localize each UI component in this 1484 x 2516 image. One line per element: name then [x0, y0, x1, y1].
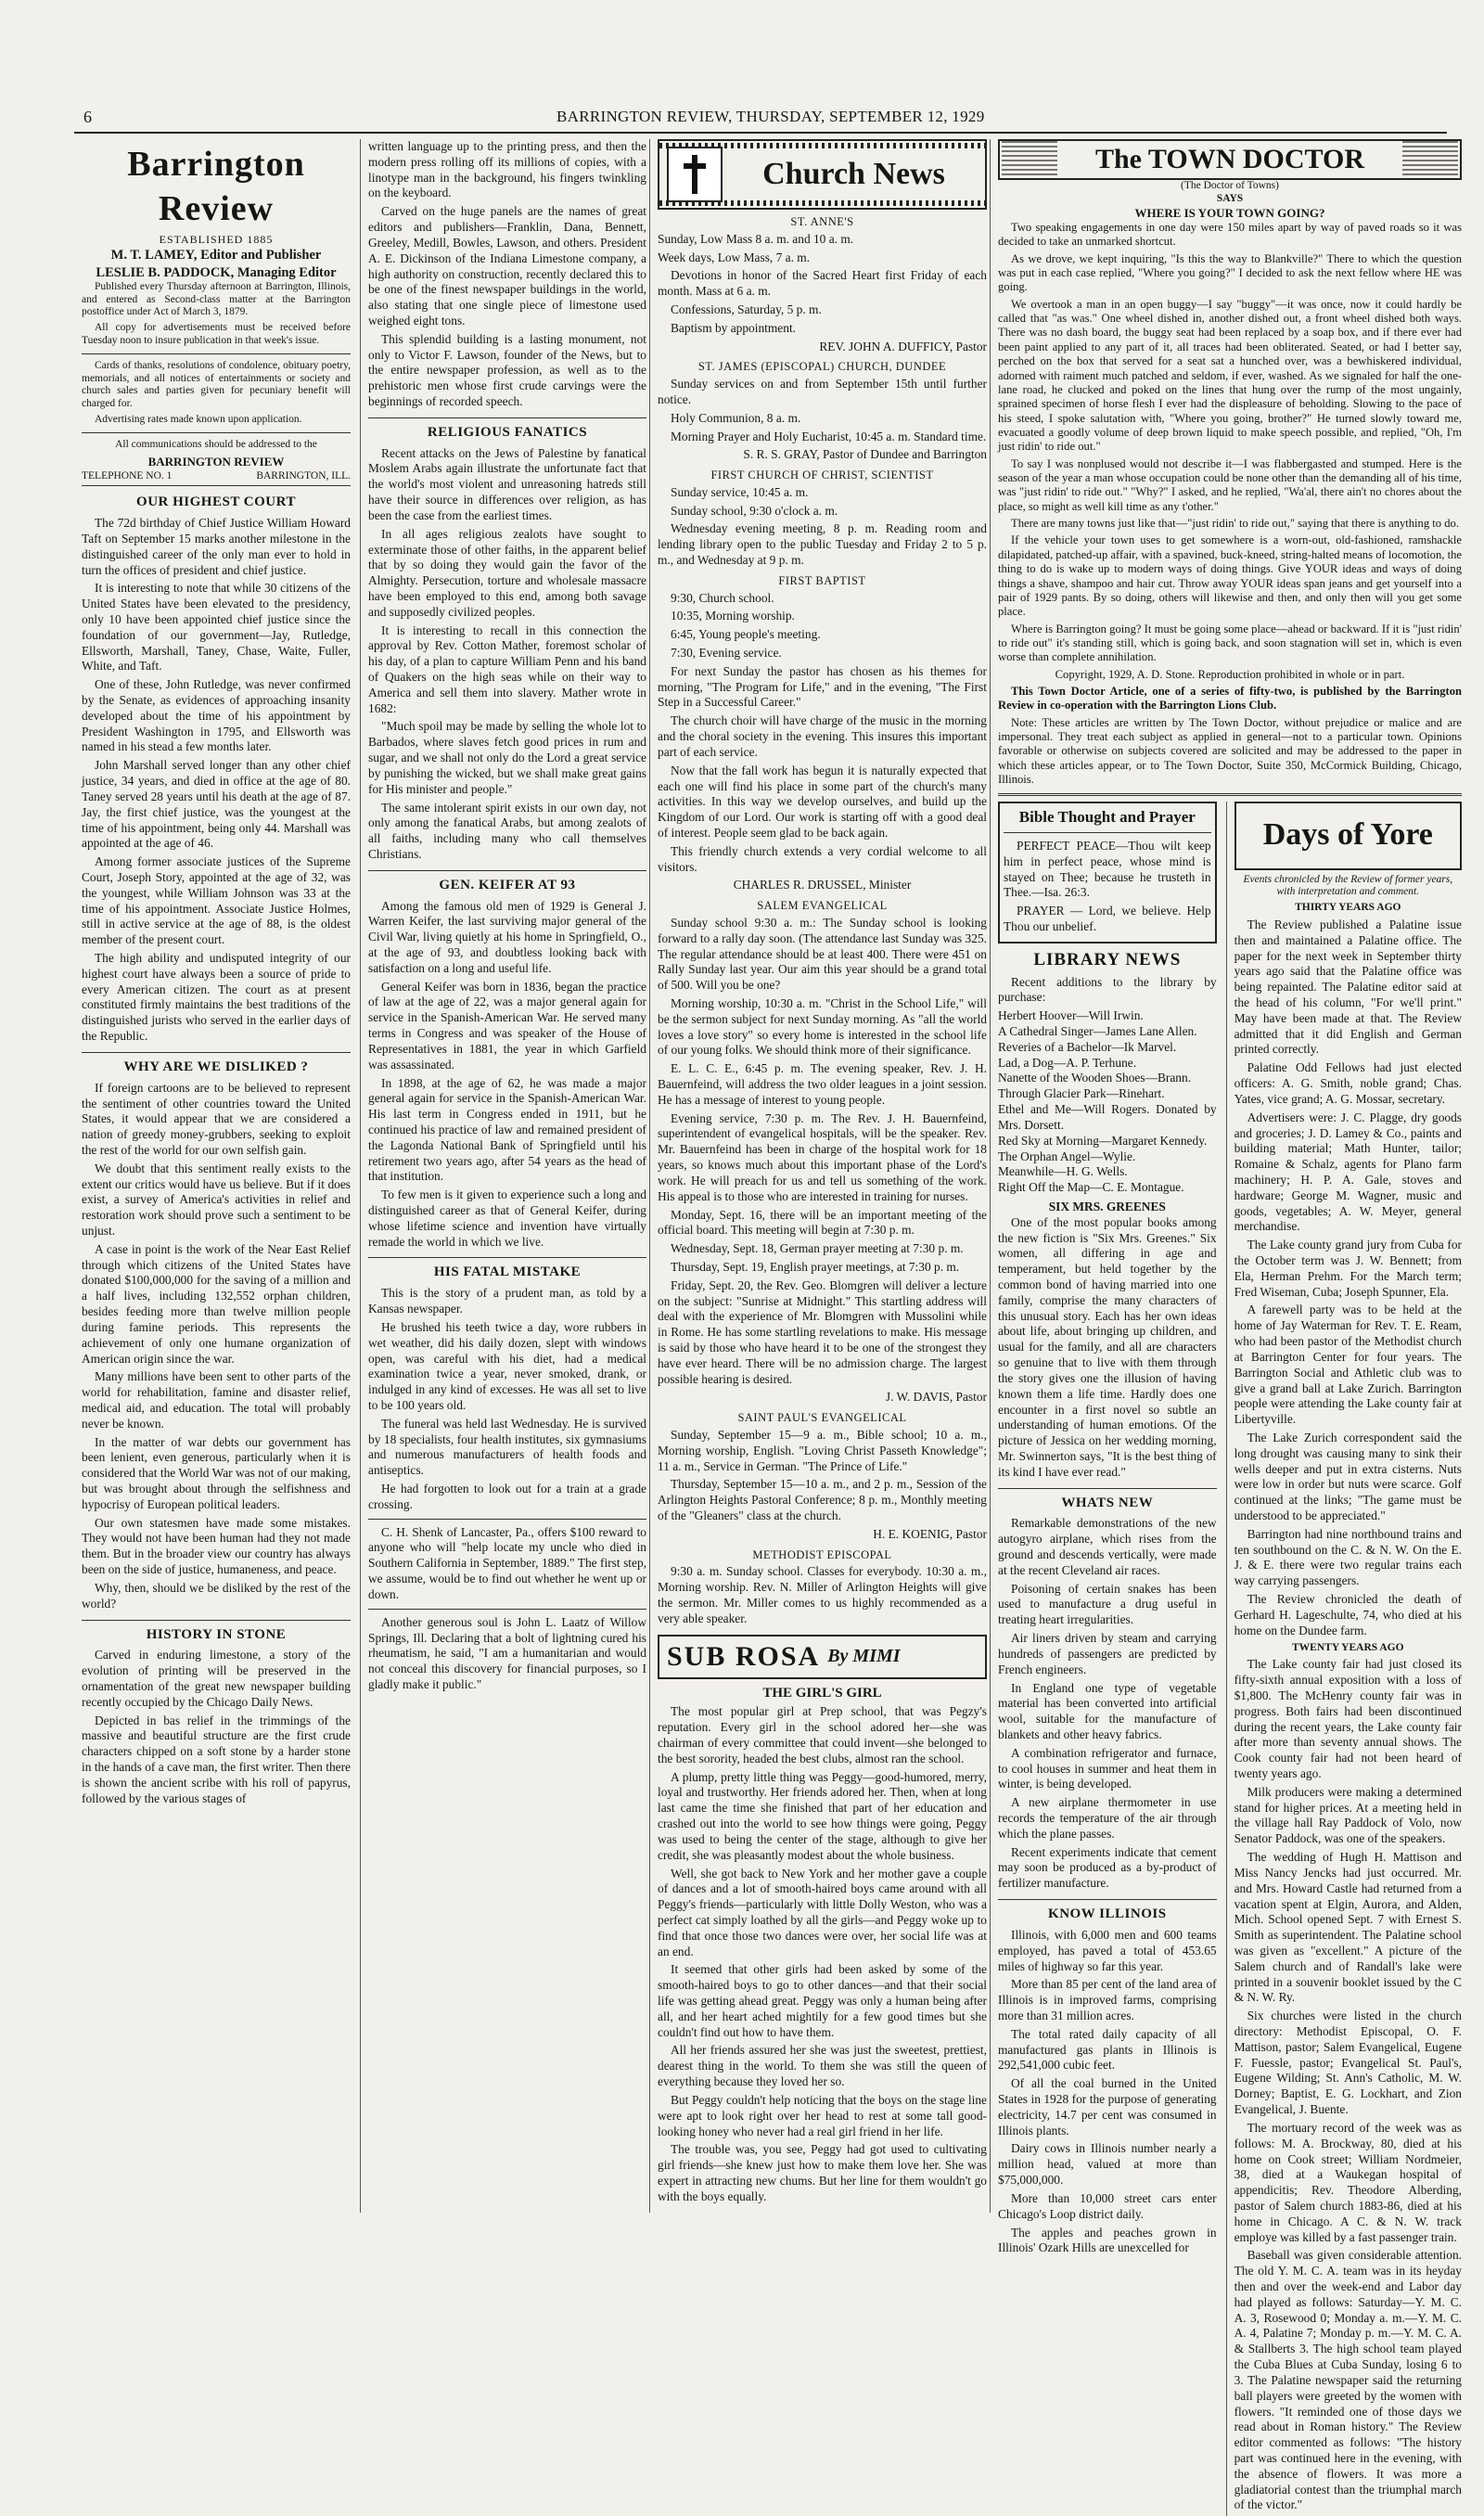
lower-right-column	[1226, 802, 1462, 2516]
service-line: Week days, Low Mass, 7 a. m.	[658, 250, 811, 264]
paragraph: Of all the coal burned in the United States in 1928 for the purpose of generating electricity, 14.7 per cent was consumed in Illinois plants.	[998, 2076, 1217, 2137]
church-name: ST. ANNE'S	[790, 215, 854, 228]
paragraph: In England one type of vegetable material has been converted into artificial wool, suitable for the manufacture of blankets and other heavy fabrics.	[998, 1680, 1217, 1741]
divider	[82, 353, 351, 354]
paragraph: Recent experiments indicate that cement may soon be produced as a by-product of fertilizer manufacture.	[998, 1844, 1217, 1891]
paragraph: Among the famous old men of 1929 is General J. Warren Keifer, the last surviving major general of the Civil War, living quietly at his home in Springfield, O., at the age of 93, and doubtless looking back with satisfaction on a long and useful life.	[368, 898, 646, 975]
paragraph: Note: These articles are written by The Town Doctor, without prejudice or malice and are impersonal. They treat each subject as applied in general—not to a particular town. Opinions favorable or otherwise on subjects covered are solicited and may be addressed to the paper in which these articles appear, or to The Town Doctor, Suite 350, McCormick Building, Chicago, Illinois.	[998, 715, 1462, 787]
paragraph: Dairy cows in Illinois number nearly a million head, valued at more than $75,000,000.	[998, 2141, 1217, 2188]
paragraph: If the vehicle your town uses to get somewhere is a worn-out, old-fashioned, ramshackle dilapidated, patched-up affair, with a spavined, buck-kneed, string-halted means of locomotion, the thing to do is wake up to modern ways of doing things. Give YOUR ideas and ways of doing things a shave, shampoo and hair cut. Throw away YOUR ideas span jeans and get yourself into a pair of 1929 pants. By so doing, others will likewise and then, and only then will you get some place.	[998, 533, 1462, 619]
town-doctor-article	[998, 221, 1462, 788]
stone-article-continued	[368, 139, 646, 410]
church-name: SAINT PAUL'S EVANGELICAL	[737, 1411, 907, 1425]
paragraph: A farewell party was to be held at the home of Jay Waterman for Rev. T. E. Ream, who had been pastor of the Methodist church at Barrington Center for four years. The Barrington Social and Athletic club was to give a grand ball at Lake Zurich. Barrington people were attending the Lake county fair at Libertyville.	[1234, 1303, 1462, 1427]
copy-note: All copy for advertisements must be received before Tuesday noon to insure publication in that week's issue.	[82, 322, 351, 346]
days-of-yore-subtitle: Events chronicled by the Review of former years, with interpretation and comment.	[1243, 873, 1453, 898]
paragraph: Remarkable demonstrations of the new autogyro airplane, which rises from the ground and descends vertically, were made at the recent Cleveland air races.	[998, 1516, 1217, 1577]
paragraph: The Lake county grand jury from Cuba for the October term was J. W. Bennett; from Ela, Herman Prehm. For the March term; Fred Wiseman, Cuba; Joseph Spunner, Ela.	[1234, 1238, 1462, 1299]
ornament-border	[659, 143, 985, 148]
paragraph: C. H. Shenk of Lancaster, Pa., offers $100 reward to anyone who will "help locate my uncle who died in Southern California in September, 1889." The first step, we assume, would be to find out whether he went up or down.	[368, 1524, 646, 1601]
ornament-border	[1002, 139, 1057, 180]
church-entry	[658, 899, 987, 1406]
paragraph: Barrington had nine northbound trains and ten southbound on the C. & N. W. On the E. J. & E. there were two regular trains each way carrying passengers.	[1234, 1526, 1462, 1588]
paragraph: Another generous soul is John L. Laatz of Willow Springs, Ill. Declaring that a bolt of lightning cured his rheumatism, he said, "I am a humanitarian and would not conceal this discovery for financial purposes, so I gladly make it public."	[368, 1614, 646, 1691]
published-note: Published every Thursday afternoon at Barrington, Illinois, and entered as Second-class matter at the Barrington postoffice under Act of March 3, 1879.	[82, 280, 351, 318]
service-line: Sunday, Low Mass 8 a. m. and 10 a. m.	[658, 231, 854, 246]
service-line: Thursday, September 15—10 a. m., and 2 p. m., Session of the Arlington Heights Pastoral Conference; 8 p. m., Monthly meeting of the "Gleaners" class at the church.	[658, 1477, 987, 1522]
service-line: 6:45, Young people's meeting.	[671, 627, 821, 642]
paragraph: Advertisers were: J. C. Plagge, dry goods and groceries; J. D. Lamey & Co., paints and building material; Math Hunter, tailor; Romaine & Schalz, agents for Plano farm machinery; H. P. A. Gale, stoves and hardware; George M. Wagner, music and goods, vegetables; A. W. Meyer, general merchandise.	[1234, 1110, 1462, 1234]
paragraph: Six churches were listed in the church directory: Methodist Episcopal, O. F. Mattison, pastor; Salem Evangelical, Eugene F. Fuessle, pastor; Evangelical St. Paul's, Eugene Wilding; St. Ann's Catholic, M. W. Dorney; Baptist, E. G. Lockhart, and Zion Evangelical, J. Buente.	[1234, 2009, 1462, 2117]
paragraph: A combination refrigerator and furnace, to cool houses in summer and heat them in winter, is being developed.	[998, 1745, 1217, 1791]
twenty-years-title: TWENTY YEARS AGO	[1292, 1641, 1404, 1653]
service-line: Sunday, September 15—9 a. m., Bible school; 10 a. m., Morning worship, English. "Loving Christ Passeth Knowledge"; 11 a. m., Service in German. "The Prince of Life."	[658, 1427, 987, 1473]
paragraph: The Lake county fair had just closed its fifty-sixth annual exposition with a loss of $1,800. The McHenry county fair was in progress. Both fairs had been discontinued during the recent years, the Lake county fair after more than seventy annual shows. The Cook county fair had not been heard of twenty years ago.	[1234, 1657, 1462, 1780]
library-book-list	[998, 1008, 1217, 1196]
paragraph: The funeral was held last Wednesday. He is survived by 18 specialists, four health institutes, six gymnasiums and numerous manufacturers of health foods and antiseptics.	[368, 1416, 646, 1478]
service-line: Sunday service, 10:45 a. m.	[671, 484, 809, 499]
church-news-header	[658, 139, 987, 210]
church-entry	[658, 469, 987, 569]
service-line: 9:30, Church school.	[671, 590, 774, 605]
ornament-border	[1402, 139, 1458, 180]
divider	[82, 432, 351, 433]
pastor-line: J. W. DAVIS, Pastor	[885, 1390, 987, 1405]
dateline: BARRINGTON REVIEW, THURSDAY, SEPTEMBER 12, 1929	[556, 108, 985, 125]
city: BARRINGTON, ILL.	[256, 469, 351, 481]
church-entry	[658, 360, 987, 463]
greenes-title: SIX MRS. GREENES	[1048, 1199, 1166, 1213]
paragraph: Recent attacks on the Jews of Palestine by fanatical Moslem Arabs again illustrate the unfortunate fact that the world's most violent and unreasoning hatreds still have their source in differences over religion, as has been the case from the earliest times.	[368, 445, 646, 522]
paragraph: This splendid building is a lasting monument, not only to Victor F. Lawson, founder of the News, but to the entire newspaper profession, as well as to the prehistoric men whose first crude carvings were the beginnings of recorded speech.	[368, 331, 646, 408]
church-entry	[658, 1411, 987, 1542]
paragraph: In the matter of war debts our government has been lenient, even generous, particularly when it is considered that the World War was not of our making, but was brought about through the selfishness and hypocrisy of European political leaders.	[82, 1434, 351, 1511]
list-item: Herbert Hoover—Will Irwin.	[998, 1008, 1144, 1023]
column-1	[82, 139, 351, 2213]
paragraph: But Peggy couldn't help noticing that the boys on the stage line were apt to look right over her head to rest at some tall good-looking honey who never had a real girl friend in her life.	[658, 2092, 987, 2138]
church-name: METHODIST EPISCOPAL	[752, 1547, 892, 1561]
fanatics-article	[368, 446, 646, 863]
paragraph: Where is Barrington going? It must be going some place—ahead or backward. If it is "just ridin' to ride out" it's standing still, which is going back, and soon stagnation will set in, which is even worse than complete annihilation.	[998, 622, 1462, 664]
divider	[998, 793, 1462, 796]
keifer-article	[368, 899, 646, 1251]
paragraph: Carved in enduring limestone, a story of the evolution of printing will be preserved in the ornamentation of the great new newspaper building recently occupied by the Chicago Daily News.	[82, 1648, 351, 1709]
sub-rosa-title: SUB ROSA	[667, 1640, 821, 1672]
paragraph: In all ages religious zealots have sought to exterminate those of other faiths, in the apparent belief that by so doing they would gain the favor of the Almighty. Persecution, torture and wholesale massacre have been employed to this end, among both savage and supposedly civilized peoples.	[368, 526, 646, 619]
list-item: Red Sky at Morning—Margaret Kennedy.	[998, 1133, 1208, 1148]
days-of-yore-title: Days of Yore	[1235, 802, 1462, 870]
service-line: Baptism by appointment.	[671, 320, 797, 335]
service-line: Sunday services on and from September 15th until further notice.	[658, 377, 987, 406]
paragraph: The most popular girl at Prep school, that was Pegzy's reputation. Every girl in the school adored her—she was chairman of every committee that could invent—she belonged to the best sorority, headed the best clubs, almost ran the school.	[658, 1704, 987, 1765]
paragraph: The 72d birthday of Chief Justice William Howard Taft on September 15 marks another milestone in the distinguished career of the only man ever to hold in turn the offices of president and chief justice.	[82, 516, 351, 577]
sub-rosa-byline: By MIMI	[827, 1646, 901, 1667]
address-note: All communications should be addressed to the	[115, 438, 317, 450]
church-name: SALEM EVANGELICAL	[757, 899, 888, 913]
paragraph: We overtook a man in an open buggy—I say "buggy"—it was once, now it could hardly be called that "as was." One wheel dished in, another dished out, a front wheel dished both ways. There was no dash board, the buggy seat had been replaced by a soap box, and if there ever had been paint applied to any part of it, all traces had been obliterated. Seated, or had I better say, perched on the box that served for a seat sat a hunched over, was a bewhiskered individual, adorned with raiment much patched and seldom, if ever, washed. As we signaled for half the one-lane road, he clucked and poked on the lines that hung over the rump of the most ungainly, sprained specimen of horse flesh I ever had the displeasure of beholding. Slowing to the pace of his steed, I spoke salutation with, "Where you going, brother?" He turned slowly toward me, evacuated a goodly volume of deep brown liquid to make speech possible, and replied, "Oh, I'm just ridin' to ride out."	[998, 297, 1462, 454]
town-doctor-header	[998, 139, 1462, 180]
list-item: A Cathedral Singer—James Lane Allen.	[998, 1024, 1197, 1039]
paragraph: PERFECT PEACE—Thou wilt keep him in perfect peace, whose mind is stayed on Thee; because he trusteth in Thee.—Isa. 26:3.	[1004, 838, 1211, 900]
service-line: Morning worship, 10:30 a. m. "Christ in the School Life," will be the sermon subject for next Sunday morning. As "all the world loves a love story" so every home is interested in the school life of our young folks. We should think more of their significance.	[658, 995, 987, 1058]
paragraph: It is interesting to recall in this connection the approval by Rev. Cotton Mather, foremost scholar of his day, of a plan to capture William Penn and his band of Quakers on the high seas while on their way to America and sell them into slavery. Mather wrote in 1682:	[368, 623, 646, 715]
sub-rosa-header	[658, 1635, 987, 1679]
church-list	[658, 215, 987, 1627]
lower-split	[998, 802, 1462, 2516]
paragraph: Copyright, 1929, A. D. Stone. Reproduction prohibited in whole or in part.	[1055, 667, 1405, 681]
paragraph: The total rated daily capacity of all manufactured gas plants in Illinois is 292,541,000 cubic feet.	[998, 2026, 1217, 2073]
service-line: Confessions, Saturday, 5 p. m.	[671, 302, 822, 316]
paragraph: A new airplane thermometer in use records the temperature of the air through which the plane passes.	[998, 1795, 1217, 1841]
church-news-title: Church News	[762, 156, 945, 191]
stone-article	[82, 1648, 351, 1806]
divider	[1004, 832, 1211, 833]
cards-note: Cards of thanks, resolutions of condolence, obituary poetry, memorials, and all notices of entertainments or society and church sales and parties given for pecuniary benefit will charged for.	[82, 359, 351, 410]
paragraph: Why, then, should we be disliked by the rest of the world?	[82, 1580, 351, 1611]
paragraph: Our own statesmen have made some mistakes. They would not have been human had they not made them. But in the broader view our country has always been on the side of justice, humaneness, and peace.	[82, 1515, 351, 1577]
cross-icon	[667, 147, 723, 202]
list-item: Lad, a Dog—A. P. Terhune.	[998, 1055, 1137, 1070]
paragraph: The mortuary record of the week was as follows: M. A. Brockway, 80, died at his home on Cook street; William Nordmeier, 38, died at a Waukegan hospital of appendicitis; Rev. Theodore Alberding, pastor of Salem church 1883-86, died at his home in Chicago. A C. & N. W. track employe was killed by a fast passenger train.	[1234, 2120, 1462, 2244]
pastor-line: S. R. S. GRAY, Pastor of Dundee and Barrington	[743, 447, 987, 462]
paragraph: "Much spoil may be made by selling the whole lot to Barbados, where slaves fetch good prices in rum and sugar, and we shall not only do the Lord a great service by punishing the wicked, but we shall make great gains for His minister and people."	[368, 719, 646, 796]
church-name: ST. JAMES (EPISCOPAL) CHURCH, DUNDEE	[697, 360, 947, 374]
service-line: The church choir will have charge of the music in the morning and the choral society in the evening. This insures this important part of each service.	[658, 713, 987, 759]
fanatics-title: RELIGIOUS FANATICS	[368, 417, 646, 442]
service-line: For next Sunday the pastor has chosen as his themes for morning, "The Program for Life," and in the evening, "The First Step in a Successful Career."	[658, 663, 987, 710]
service-line: Devotions in honor of the Sacred Heart first Friday of each month. Mass at 6 a. m.	[658, 268, 987, 299]
list-item: Right Off the Map—C. E. Montague.	[998, 1180, 1184, 1195]
paragraph: Baseball was given considerable attention. The old Y. M. C. A. team was in its heyday then and over the week-end and Labor day had played as follows: Saturday—Y. M. C. A. 3, Rosewood 0; Monday a. m.—Y. M. C. A. 4, Palatine 7; Monday p. m.—Y. M. C. A. & Stallberts 3. The high school team played the Cuba Blues at Cuba Sunday, losing 6 to 3. The Palatine newspaper said the returning ball players were greeted by the women with flowers. "It reminded one of those days we read about in Roman history." The Review editor commented as follows: "The history part was continued here in the evening, with the absence of flowers. It was more a gladiatorial contest than the triumphal march of the victor."	[1234, 2248, 1462, 2512]
list-item: Ethel and Me—Will Rogers. Donated by Mrs. Dorsett.	[998, 1102, 1217, 1132]
ornament-border	[659, 200, 985, 206]
girl-article	[658, 1704, 987, 2204]
library-intro: Recent additions to the library by purchase:	[998, 974, 1217, 1005]
list-item: Meanwhile—H. G. Wells.	[998, 1164, 1128, 1179]
paragraph: Poisoning of certain snakes has been used to manufacture a drug useful in treating heart irregularities.	[998, 1581, 1217, 1627]
list-item: The Orphan Angel—Wylie.	[998, 1149, 1136, 1163]
paragraph: This is the story of a prudent man, as told by a Kansas newspaper.	[368, 1286, 646, 1316]
disliked-article	[82, 1081, 351, 1612]
paragraph: The Review chronicled the death of Gerhard H. Lageschulte, 74, who died at his home on the Dundee farm.	[1234, 1592, 1462, 1637]
paragraph: The wedding of Hugh H. Mattison and Miss Nancy Jencks had just occurred. Mr. and Mrs. Howard Castle had returned from a vacation spent at Elgin, Aurora, and Alden, Mich. School opened Sept. 7 with Ernest S. Smith as superintendent. The Palatine school was given as "excellent." A picture of the Salem church and of Randall's lake were printed in a souvenir booklet issued by the C & N. W. Ry.	[1234, 1850, 1462, 2005]
paragraph: General Keifer was born in 1836, began the practice of law at the age of 22, was a major general again for service in the Spanish-American War. He served many terms in Congress and was speaker of the House of Representatives in 1881, the year in which Garfield was assassinated.	[368, 979, 646, 1072]
stone-title: HISTORY IN STONE	[82, 1620, 351, 1644]
service-line: Sunday school 9:30 a. m.: The Sunday school is looking forward to a rally day soon. (The attendance last Sunday was 325. The regular attendance should be at least 400. There were 451 on Rally Sunday last year. Our aim this year should be a grand total of 500. Will you be one?	[658, 915, 987, 993]
service-line: Friday, Sept. 20, the Rev. Geo. Blomgren will deliver a lecture on the subject: "Sunrise at Midnight." This startling address will deal with the experience of Mr. Blomgren with Mussolini while in Rome. He has some startling revelations to make. His message is said by those who have heard it to be one of the strongest they have ever heard. There will be no admission charge. The largest possible hearing is desired.	[658, 1277, 987, 1386]
telephone: TELEPHONE NO. 1	[82, 469, 173, 481]
whatsnew-title: WHATS NEW	[998, 1488, 1217, 1512]
keifer-title: GEN. KEIFER AT 93	[368, 870, 646, 894]
paragraph: A plump, pretty little thing was Peggy—good-humored, merry, loyal and trustworthy. Her friends adored her. Then, when at long last came the time she finished that part of her education and crashed out into the world to see how things were going, Peggy was used to being the center of the stage, although to give her credit, she was pleasantly modest about the whole business.	[658, 1769, 987, 1862]
service-line: Now that the fall work has begun it is naturally expected that each one will find his place in some part of the church's many activities. In this way we develop ourselves, and build up the Kingdom of our Lord. Our work is starting off with a good deal of interest. People seem glad to be back again.	[658, 763, 987, 840]
managing-editor-line: LESLIE B. PADDOCK, Managing Editor	[96, 264, 337, 280]
church-entry	[658, 574, 987, 893]
town-doctor-title: The TOWN DOCTOR	[1094, 144, 1365, 175]
paper-title: Barrington Review	[127, 145, 305, 228]
established-line: ESTABLISHED 1885	[159, 233, 274, 247]
mistake-title: HIS FATAL MISTAKE	[368, 1257, 646, 1281]
service-line: Morning Prayer and Holy Eucharist, 10:45 a. m. Standard time.	[671, 429, 987, 443]
paragraph: One of the most popular books among the new fiction is "Six Mrs. Greenes." Six women, all differing in age and temperament, but held together by the common bond of having married into one family, comprise the many characters of this unusual story. Each has her own ideas about life, about bringing up children, and usual for the family, and all are characters so genuine that to live with them through the story gives one the illusion of having known them a life time. Hardly does one encounter in a first novel so subtle an understanding of human emotions. Of the picture of Jessica on her wedding morning, Mr. Swinnerton says, "It is the best thing of its kind I have ever read."	[998, 1214, 1217, 1479]
paragraph: Illinois, with 6,000 men and 600 teams employed, has paved a total of 453.65 miles of highway so far this year.	[998, 1927, 1217, 1973]
paragraph: Milk producers were making a determined stand for higher prices. At a meeting held in the village hall Ray Paddock of Volo, now Senator Paddock, was one of the speakers.	[1234, 1784, 1462, 1846]
paragraph: The Review published a Palatine issue then and maintained a Palatine office. The paper for the next week in September thirty years ago said that the Palatine office was being repainted. The Palatine editor said at the head of his column, "For we'll print." May have been made at that. The Review admitted that it did English and German printed correctly.	[1234, 917, 1462, 1057]
paragraph: Well, she got back to New York and her mother gave a couple of dances and a lot of smooth-haired boys came around with all Peggy's friends—particularly with little Dolly Weston, who was a perfect cat simply loathed by all the girls—and Peggy woke up to find that once those two dances were over, her social life was at an end.	[658, 1866, 987, 1958]
illinois-title: KNOW ILLINOIS	[998, 1899, 1217, 1923]
disliked-title: WHY ARE WE DISLIKED ?	[82, 1052, 351, 1076]
paragraph: One of these, John Rutledge, was never confirmed by the Senate, as evidences of approaching insanity developed about the time of his appointment by President Washington in 1795, and Ellsworth was named in his stead a few months later.	[82, 677, 351, 754]
paragraph: Among former associate justices of the Supreme Court, Joseph Story, appointed at the age of 32, was the youngest, while William Johnson was 33 at the time of his appointment. Associate Justice Holmes, still in active service at the age of 88, is the oldest member of the present court.	[82, 854, 351, 947]
column-2	[360, 139, 646, 2213]
paragraph: There are many towns just like that—"just ridin' to ride out," saying that there is anything to do.	[1011, 517, 1459, 531]
lower-left-column	[998, 802, 1217, 2516]
service-line: 7:30, Evening service.	[671, 646, 782, 660]
service-line: Evening service, 7:30 p. m. The Rev. J. H. Bauernfeind, superintendent of evangelical hospitals, will be the speaker. Rev. Mr. Bauernfeind has been in charge of the hospital work for 18 years, so knows much about this important phase of the Lord's work. He will preach for us and tell us something of the work. His appeal is to those who are interested in training for nurses.	[658, 1110, 987, 1203]
pastor-line: REV. JOHN A. DUFFICY, Pastor	[819, 339, 987, 353]
paragraph: He had forgotten to look out for a train at a grade crossing.	[368, 1482, 646, 1511]
paragraph: In 1898, at the age of 62, he was made a major general again for service in the Spanish-American War. His last term in Congress ended in 1911, but he continued his practice of law and remained president of the Lagonda National Bank of Springfield until his retirement two years ago, after 54 years as the head of that institution.	[368, 1075, 646, 1184]
service-line: Wednesday, Sept. 18, German prayer meeting at 7:30 p. m.	[671, 1241, 964, 1256]
service-line: Sunday school, 9:30 o'clock a. m.	[671, 503, 838, 518]
paragraph: It seemed that other girls had been asked by some of the smooth-haired boys to go to other dances—and that their social life was getting ahead great. Peggy was only a human being after all, and her heart ached mightily for a few good times but she couldn't find out how to have them.	[658, 1962, 987, 2039]
town-doctor-subtitle: (The Doctor of Towns)	[1181, 180, 1279, 191]
service-line: 10:35, Morning worship.	[671, 609, 795, 623]
service-line: Holy Communion, 8 a. m.	[671, 410, 801, 425]
paragraph: If foreign cartoons are to be believed to represent the sentiment of other countries toward the United States, it would appear that we are considered a nation of greedy money-grubbers, seeking to exploit the rest of the world for our own selfish gain.	[82, 1080, 351, 1157]
library-title: LIBRARY NEWS	[1033, 949, 1182, 969]
paragraph: Carved on the huge panels are the names of great editors and publishers—Franklin, Dana, Bennett, Greeley, Medill, Bowles, Lawson, and others. President A. E. Dickinson of the Indiana Limestone company, a high authority on construction, recently declared this to be one of the finest newspaper buildings in the world, also stating that one single piece of limestone used weighed eight tons.	[368, 204, 646, 327]
paragraph: written language up to the printing press, and then the modern press rolling off its millions of copies, with a linotype man in the background, his fingers twinkling on the keyboard.	[368, 139, 646, 200]
thirty-years-title: THIRTY YEARS AGO	[1295, 902, 1401, 914]
paragraph: A case in point is the work of the Near East Relief through which citizens of the United States have donated $100,000,000 for the saving of a million and a half lives, including 132,552 orphan children, besides feeding more than twelve million people during famine periods. This represents the achievement of only one humane organization of American origin since the war.	[82, 1241, 351, 1366]
court-title: OUR HIGHEST COURT	[136, 494, 296, 510]
bible-box	[998, 802, 1217, 944]
address-name: BARRINGTON REVIEW	[147, 454, 285, 469]
girl-title: THE GIRL'S GIRL	[762, 1685, 882, 1701]
paragraph: Depicted in bas relief in the trimmings of the massive and beautiful structure are the first crude characters chipped on a soft stone by a harder stone in the hands of a cave man, the first writer. Then there is shown the ancient scribe with his roll of papyrus, followed by the various stages of	[82, 1713, 351, 1805]
ad-rates-note: Advertising rates made known upon application.	[95, 413, 302, 425]
paragraph: As we drove, we kept inquiring, "Is this the way to Blankville?" There to which the question was put in each case replied, "Where you going?" I decided to ask the next fellow where HE was going.	[998, 251, 1462, 294]
service-line: 9:30 a. m. Sunday school. Classes for everybody. 10:30 a. m., Morning worship. Rev. N. Miller of Arlington Heights will give the sermon. Mr. Miller comes to us highly recommended as a very able speaker.	[658, 1564, 987, 1625]
paragraph: John Marshall served longer than any other chief justice, 34 years, and died in office at the age of 80. Taney served 28 years until his death at the age of 87. Jay, the first chief justice, was the youngest at the time of his appointment, being only 44. Marshall was appointed at the age of 46.	[82, 758, 351, 851]
paragraph: The trouble was, you see, Peggy had got used to cultivating girl friends—she knew just how to make them love her. She was expert in attracting new chums. But her line for them wouldn't go with the boys equally.	[658, 2142, 987, 2203]
paragraph: We doubt that this sentiment really exists to the extent our critics would have us believe. But if it does exist, a survey of America's activities in relief and restoration work should prove such a sentiment to be unjust.	[82, 1161, 351, 1239]
list-item: Through Glacier Park—Rinehart.	[998, 1086, 1165, 1101]
paragraph: Two speaking engagements in one day were 150 miles apart by way of paved roads so it was decided to take an unmarked shortcut.	[998, 220, 1462, 249]
church-entry	[658, 215, 987, 354]
church-name: FIRST CHURCH OF CHRIST, SCIENTIST	[710, 469, 934, 482]
list-item: Nanette of the Wooden Shoes—Brann.	[998, 1071, 1192, 1085]
editor-line: M. T. LAMEY, Editor and Publisher	[110, 248, 322, 263]
column-3	[649, 139, 987, 2213]
mistake-article	[368, 1286, 646, 1693]
town-doctor-says: SAYS	[1216, 192, 1244, 204]
column-4	[990, 139, 1462, 2512]
paragraph: It is interesting to note that while 30 citizens of the United States have been elevated to the presidency, only 10 have been appointed chief justice since the foundation of our government—Jay, Rutledge, Ellsworth, Marshall, Taney, Chase, Waite, Fuller, White, and Taft.	[82, 581, 351, 674]
pastor-line: H. E. KOENIG, Pastor	[873, 1526, 987, 1541]
paragraph: Many millions have been sent to other parts of the world for rehabilitation, famine and disaster relief, medical aid, and education. The total will probably never be known.	[82, 1369, 351, 1431]
paragraph: More than 10,000 street cars enter Chicago's Loop district daily.	[998, 2190, 1217, 2221]
court-article	[82, 516, 351, 1045]
page-header	[74, 104, 1447, 134]
pastor-line: CHARLES R. DRUSSEL, Minister	[733, 878, 912, 892]
list-item: Reveries of a Bachelor—Ik Marvel.	[998, 1039, 1177, 1054]
paragraph: All her friends assured her she was just the sweetest, prettiest, dearest thing in the world. To them she was still the queen of everything because they loved her so.	[658, 2043, 987, 2089]
divider	[368, 1519, 646, 1520]
paragraph: The Lake Zurich correspondent said the long drought was causing many to sink their wells deeper and put in extra cisterns. Nuts were low in order but nuts were scarce. Golf continued at the links; "The game must be understood to be appreciated."	[1234, 1430, 1462, 1523]
paragraph: The same intolerant spirit exists in our own day, not only among the fanatical Arabs, but among zealots of all faiths, including many who call themselves Christians.	[368, 800, 646, 861]
service-line: Thursday, Sept. 19, English prayer meetings, at 7:30 p. m.	[671, 1259, 960, 1274]
town-doctor-headline: WHERE IS YOUR TOWN GOING?	[1134, 205, 1325, 220]
paragraph: To few men is it given to experience such a long and distinguished career as that of General Keifer, during whose lifetime science and invention have virtually remade the world in which we live.	[368, 1187, 646, 1249]
divider	[368, 1609, 646, 1610]
paragraph: To say I was nonplused would not describe it—I was flabbergasted and stumped. Here is the season of the year a man whose occupation could be none other than the demanding all of his time, was "just ridin' to ride out." "Why?" I asked, and he replied, "Wa'al, there ain't no chores about the place, so might as well kill time as any t'other."	[998, 456, 1462, 513]
service-line: E. L. C. E., 6:45 p. m. The evening speaker, Rev. J. H. Bauernfeind, will address the two older leagues in a joint session. He has a message of interest to young people.	[658, 1061, 987, 1107]
paragraph: Palatine Odd Fellows had just elected officers: A. G. Smith, noble grand; Chas. Yates, vice grand; A. G. Mossar, secretary.	[1234, 1060, 1462, 1106]
paragraph: The apples and peaches grown in Illinois' Ozark Hills are unexcelled for	[998, 2225, 1217, 2255]
service-line: Monday, Sept. 16, there will be an important meeting of the official board. This meeting will begin at 7:30 p. m.	[658, 1207, 987, 1238]
page-number: 6	[83, 108, 92, 126]
paragraph: PRAYER — Lord, we believe. Help Thou our unbelief.	[1004, 904, 1211, 933]
paragraph: Air liners driven by steam and carrying hundreds of passengers are predicted by French engineers.	[998, 1631, 1217, 1676]
service-line: Wednesday evening meeting, 8 p. m. Reading room and lending library open to the public Tuesday and Friday 2 to 5 p. m., and Wednesday at 9 p. m.	[658, 521, 987, 568]
contact-row	[82, 469, 351, 486]
church-name: FIRST BAPTIST	[778, 573, 866, 587]
paragraph: The high ability and undisputed integrity of our highest court have always been a source of pride to every American citizen. The court as at present constituted firmly maintains the best traditions of the distinguished jurists who served in the earlier days of the Republic.	[82, 951, 351, 1044]
paragraph: This Town Doctor Article, one of a series of fifty-two, is published by the Barrington Review in co-operation with the Barrington Lions Club.	[998, 685, 1462, 712]
service-line: This friendly church extends a very cordial welcome to all visitors.	[658, 843, 987, 874]
paragraph: More than 85 per cent of the land area of Illinois is in improved farms, comprising more than 31 million acres.	[998, 1977, 1217, 2022]
paragraph: He brushed his teeth twice a day, wore rubbers in wet weather, did his daily dozen, slept with windows open, was careful with his diet, had a medical examination twice a year, never smoked, drank, or indulged in any kind of excesses. He was all set to live to be 100 years old.	[368, 1319, 646, 1412]
bible-title: Bible Thought and Prayer	[1018, 807, 1196, 826]
church-entry	[658, 1548, 987, 1627]
